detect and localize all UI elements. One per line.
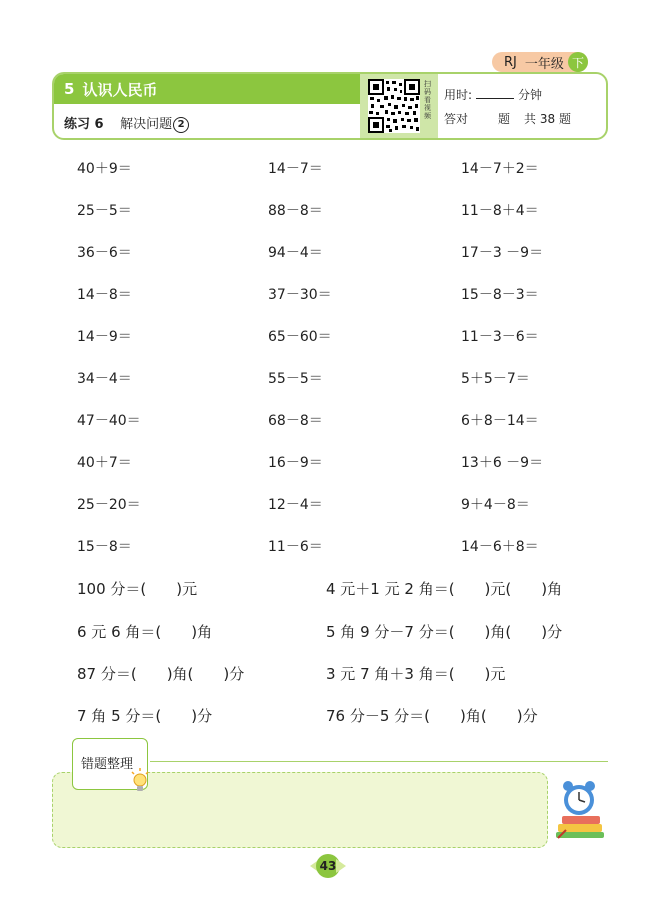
exercise-item: 47－40＝ bbox=[77, 413, 141, 429]
exercise-item: 13＋6 －9＝ bbox=[461, 455, 544, 471]
lesson-topic: 解决问题 bbox=[120, 117, 173, 132]
time-label: 用时: bbox=[444, 88, 473, 102]
exercise-item: 65－60＝ bbox=[268, 329, 332, 345]
lightbulb-icon bbox=[130, 768, 150, 798]
exercise-item: 40＋9＝ bbox=[77, 161, 132, 177]
exercise-item: 14－7＋2＝ bbox=[461, 161, 539, 177]
money-exercise: 6 元 6 角＝( )角 bbox=[77, 623, 213, 641]
alarm-clock-books-icon bbox=[552, 780, 608, 844]
money-exercise: 4 元＋1 元 2 角＝( )元( )角 bbox=[326, 580, 563, 598]
exercise-item: 5＋5－7＝ bbox=[461, 371, 530, 387]
exercise-item: 17－3 －9＝ bbox=[461, 245, 544, 261]
review-title: 错题整理 bbox=[81, 757, 134, 772]
money-exercise: 100 分＝( )元 bbox=[77, 580, 198, 598]
qr-side-text: 扫码看视频 bbox=[424, 80, 431, 120]
exercise-item: 25－20＝ bbox=[77, 497, 141, 513]
exercise-item: 94－4＝ bbox=[268, 245, 323, 261]
exercise-item: 14－9＝ bbox=[77, 329, 132, 345]
money-exercise: 7 角 5 分＝( )分 bbox=[77, 707, 213, 725]
money-exercise: 5 角 9 分－7 分＝( )角( )分 bbox=[326, 623, 563, 641]
money-exercise: 76 分－5 分＝( )角( )分 bbox=[326, 707, 538, 725]
time-row bbox=[444, 86, 542, 103]
unit-title: 认识人民币 bbox=[82, 80, 158, 99]
time-blank[interactable] bbox=[476, 86, 514, 99]
exercise-item: 6＋8－14＝ bbox=[461, 413, 539, 429]
exercise-item: 68－8＝ bbox=[268, 413, 323, 429]
exercise-item: 12－4＝ bbox=[268, 497, 323, 513]
exercise-item: 14－7＝ bbox=[268, 161, 323, 177]
volume-badge: 下 bbox=[568, 52, 588, 72]
exercise-item: 16－9＝ bbox=[268, 455, 323, 471]
exercise-item: 9＋4－8＝ bbox=[461, 497, 530, 513]
page-number: 43 bbox=[316, 854, 340, 878]
lesson-label: 练习 6 bbox=[64, 117, 104, 132]
money-exercise: 87 分＝( )角( )分 bbox=[77, 665, 245, 683]
exercise-item: 11－8＋4＝ bbox=[461, 203, 539, 219]
exercise-item: 36－6＝ bbox=[77, 245, 132, 261]
exercise-item: 14－6＋8＝ bbox=[461, 539, 539, 555]
time-unit: 分钟 bbox=[518, 88, 543, 102]
exercise-item: 15－8－3＝ bbox=[461, 287, 539, 303]
exercise-item: 11－6＝ bbox=[268, 539, 323, 555]
exercise-item: 34－4＝ bbox=[77, 371, 132, 387]
exercise-item: 40＋7＝ bbox=[77, 455, 132, 471]
total-label: 共 bbox=[524, 112, 537, 126]
qr-code-icon[interactable] bbox=[368, 79, 420, 133]
unit-title-bar bbox=[54, 74, 360, 104]
unit-number: 5 bbox=[64, 80, 75, 98]
exercise-item: 15－8＝ bbox=[77, 539, 132, 555]
exercise-item: 25－5＝ bbox=[77, 203, 132, 219]
total-count: 38 bbox=[539, 112, 556, 126]
exercise-item: 88－8＝ bbox=[268, 203, 323, 219]
exercise-item: 14－8＝ bbox=[77, 287, 132, 303]
page-right-arrow-icon bbox=[336, 859, 346, 873]
grade-tab bbox=[492, 52, 588, 72]
lesson-title bbox=[64, 113, 189, 133]
question-word: 题 bbox=[498, 112, 511, 126]
lesson-circled-number: 2 bbox=[173, 117, 189, 133]
page-number-badge bbox=[304, 853, 352, 879]
score-row bbox=[444, 110, 571, 127]
grade-label: 一年级 bbox=[524, 56, 564, 72]
exercise-item: 11－3－6＝ bbox=[461, 329, 539, 345]
total-suffix: 题 bbox=[558, 112, 571, 126]
edition-label: RJ bbox=[504, 54, 517, 70]
correct-label: 答对 bbox=[444, 112, 469, 126]
review-divider bbox=[150, 761, 608, 762]
exercise-item: 55－5＝ bbox=[268, 371, 323, 387]
money-exercise: 3 元 7 角＋3 角＝( )元 bbox=[326, 665, 506, 683]
exercise-item: 37－30＝ bbox=[268, 287, 332, 303]
